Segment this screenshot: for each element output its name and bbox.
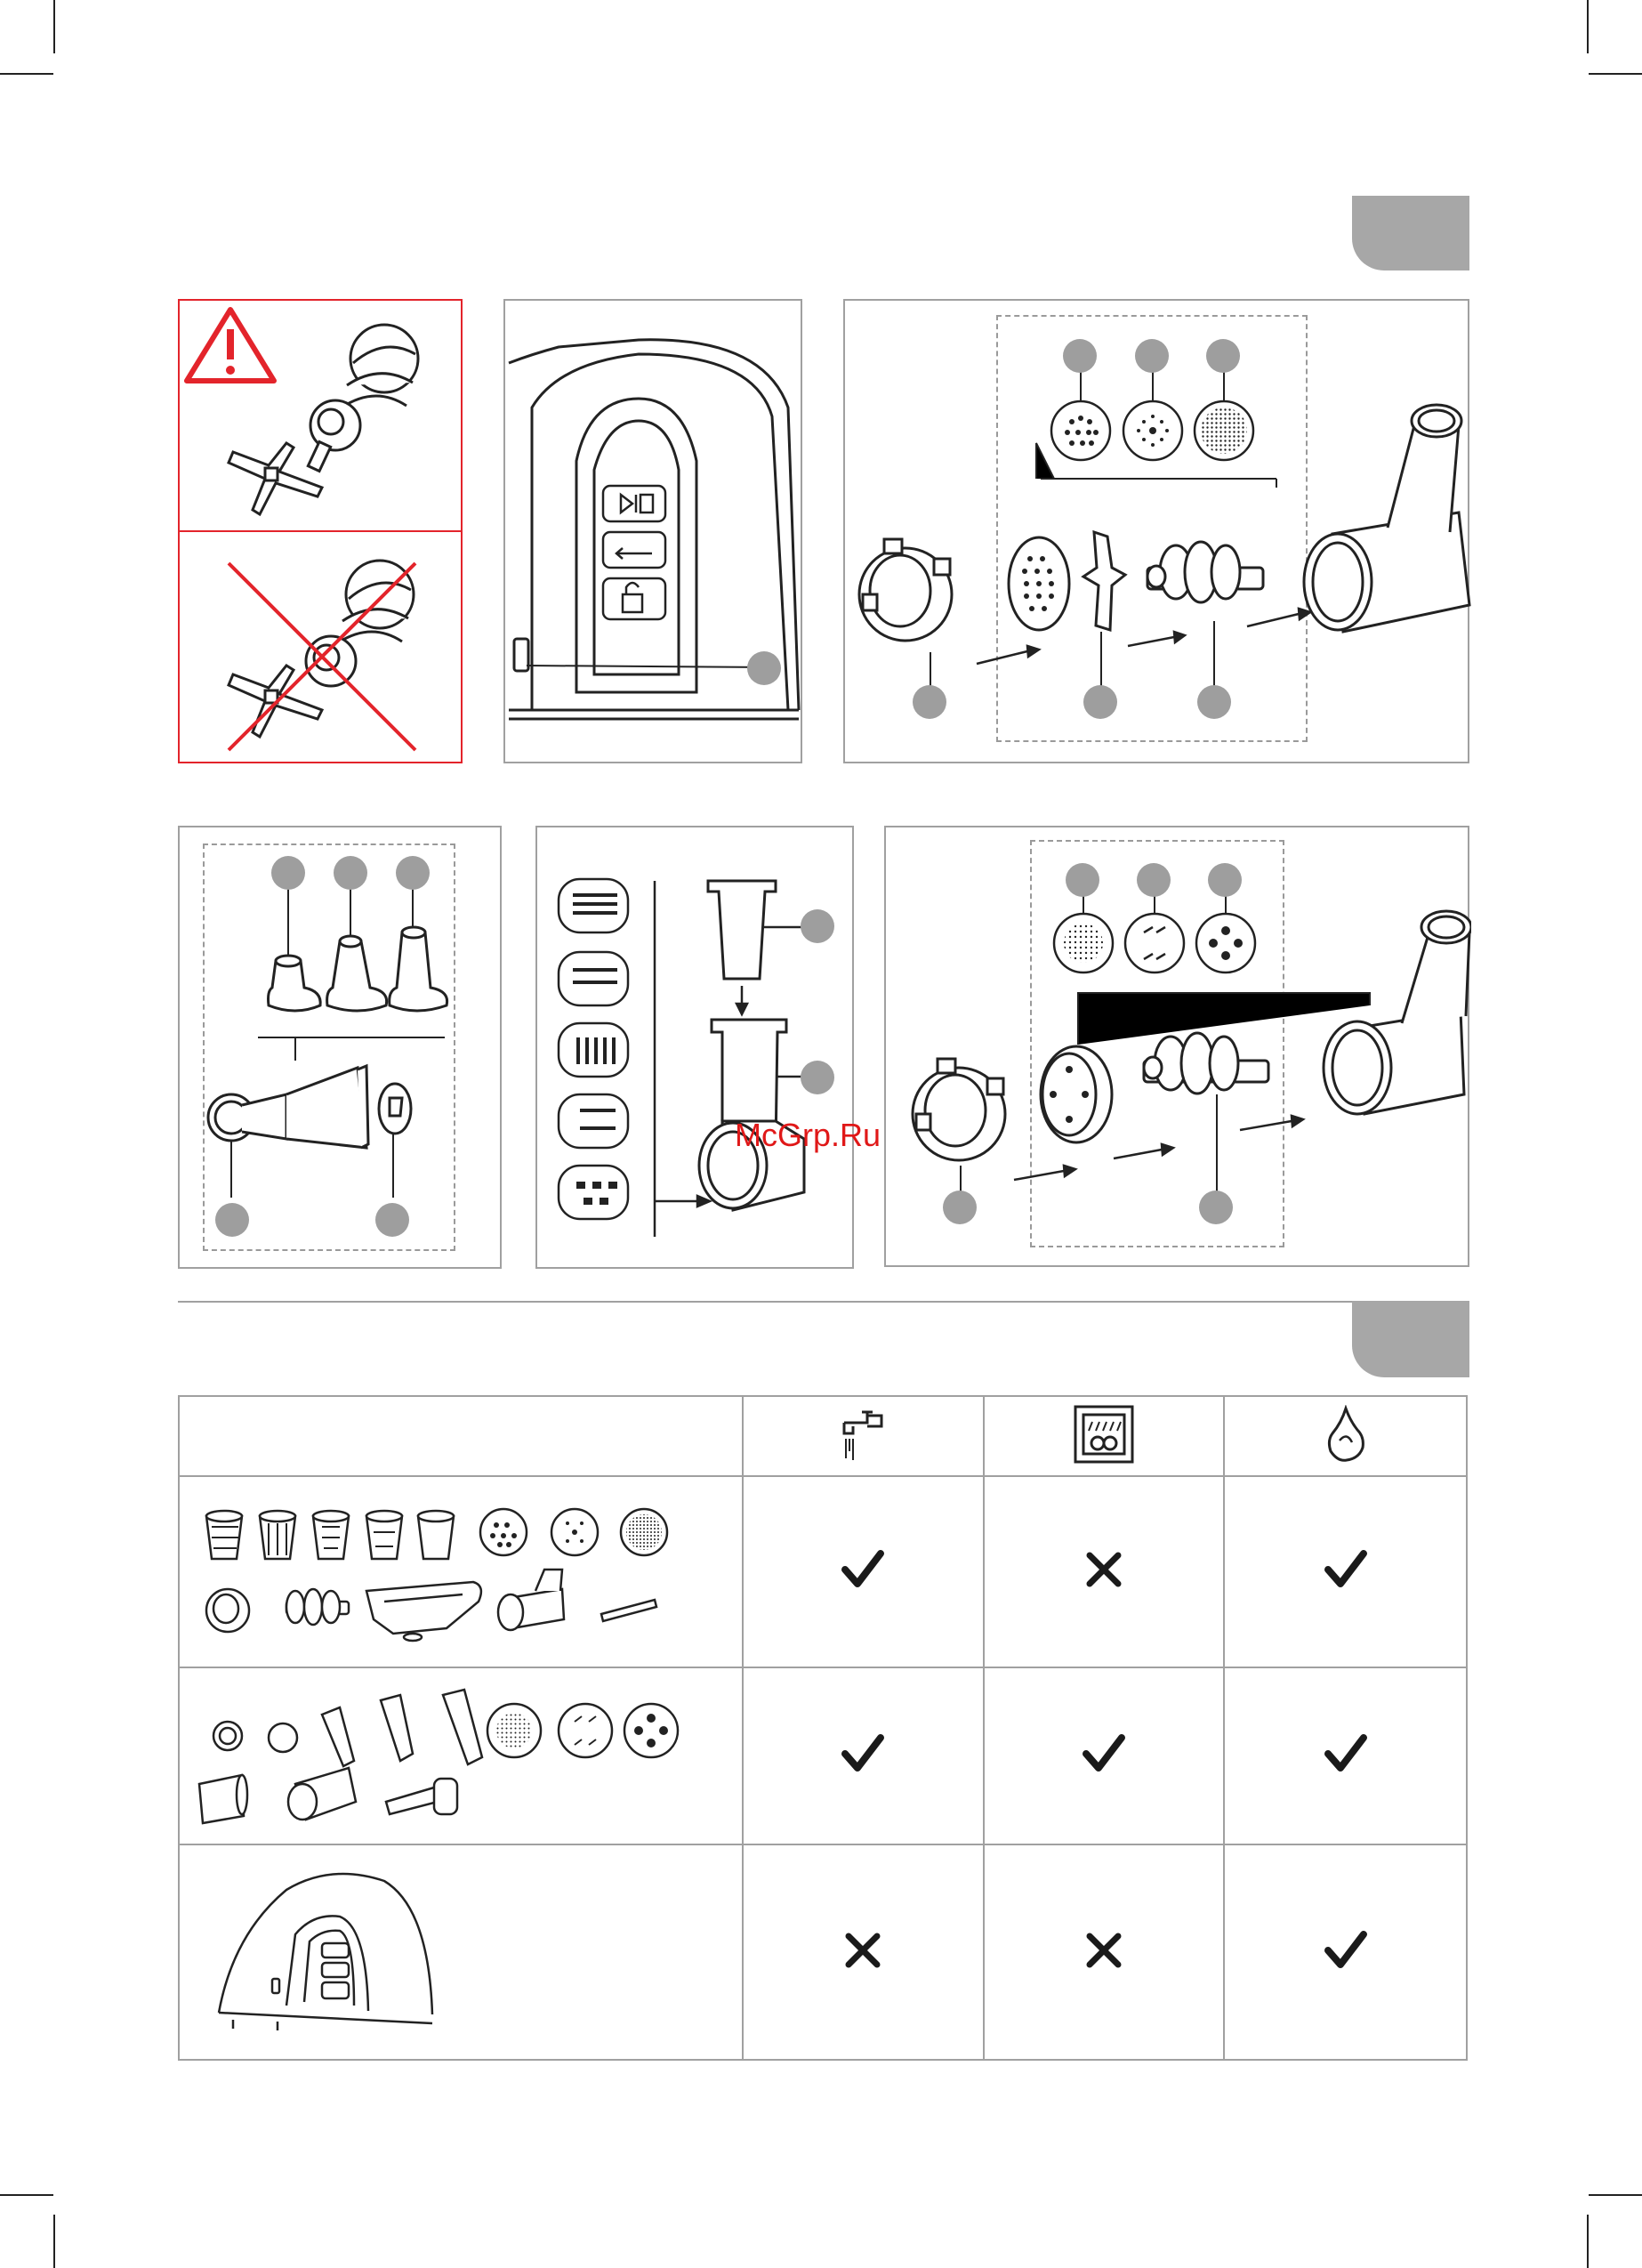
play-pause-icon bbox=[603, 486, 665, 521]
callout-marker bbox=[1083, 685, 1117, 719]
callout-marker bbox=[1206, 339, 1240, 373]
cross-mark-icon bbox=[1081, 1546, 1127, 1593]
metal-accessories-illustration bbox=[180, 1477, 742, 1662]
extruder-assembly-panel bbox=[884, 826, 1469, 1267]
motor-unit-illustration bbox=[180, 1845, 742, 2054]
callout-marker bbox=[1199, 1190, 1233, 1224]
wipe-cloth-icon bbox=[1324, 1405, 1368, 1464]
section-tab bbox=[1352, 196, 1469, 270]
crop-mark bbox=[0, 73, 53, 75]
check-mark-icon bbox=[840, 1546, 886, 1593]
table-header-cell bbox=[743, 1396, 984, 1476]
section-tab bbox=[1352, 1301, 1469, 1377]
table-row bbox=[179, 1476, 1467, 1667]
plastic-accessories-cell bbox=[179, 1667, 743, 1844]
callout-marker bbox=[1197, 685, 1231, 719]
check-mark-icon bbox=[1323, 1927, 1369, 1978]
slicer-drum-icon bbox=[559, 879, 628, 1219]
metal-accessories-cell bbox=[179, 1476, 743, 1667]
check-mark-icon bbox=[840, 1546, 886, 1597]
crop-mark bbox=[1587, 0, 1589, 53]
table-header-cell bbox=[179, 1396, 743, 1476]
care-mark-cell bbox=[984, 1667, 1225, 1844]
unlock-icon bbox=[603, 578, 665, 619]
callout-marker bbox=[943, 1190, 977, 1224]
prohibited-cross-icon bbox=[229, 563, 415, 750]
plastic-accessories-illustration bbox=[180, 1668, 742, 1839]
check-mark-icon bbox=[1323, 1927, 1369, 1973]
care-mark-cell bbox=[1224, 1844, 1467, 2060]
correct-assembly-illustration bbox=[180, 301, 464, 534]
crop-mark bbox=[0, 2194, 53, 2196]
callout-marker bbox=[1208, 863, 1242, 897]
motor-unit-cell bbox=[179, 1844, 743, 2060]
crop-mark bbox=[53, 0, 55, 53]
callout-marker bbox=[375, 1203, 409, 1237]
care-mark-cell bbox=[1224, 1667, 1467, 1844]
check-mark-icon bbox=[1323, 1546, 1369, 1593]
check-mark-icon bbox=[1081, 1731, 1127, 1781]
care-mark-cell bbox=[743, 1667, 984, 1844]
crop-mark bbox=[1589, 2194, 1642, 2196]
table-header-row bbox=[179, 1396, 1467, 1476]
warning-triangle-icon bbox=[187, 310, 274, 381]
dishwasher-icon bbox=[1073, 1404, 1135, 1465]
table-row bbox=[179, 1844, 1467, 2060]
care-mark-cell bbox=[984, 1476, 1225, 1667]
check-mark-icon bbox=[840, 1731, 886, 1781]
watermark-text: McGrp.Ru bbox=[735, 1117, 881, 1153]
check-mark-icon bbox=[1323, 1546, 1369, 1597]
sausage-attachment-panel bbox=[178, 826, 502, 1269]
check-mark-icon bbox=[1323, 1731, 1369, 1777]
incorrect-assembly-illustration bbox=[180, 532, 464, 765]
cross-mark-icon bbox=[840, 1927, 886, 1978]
callout-marker bbox=[801, 909, 834, 943]
callout-marker bbox=[1063, 339, 1097, 373]
callout-marker bbox=[271, 856, 305, 890]
callout-marker bbox=[215, 1203, 249, 1237]
mincer-assembly-panel bbox=[843, 299, 1469, 763]
cross-mark-icon bbox=[840, 1927, 886, 1973]
slicer-attachment-panel bbox=[535, 826, 854, 1269]
care-mark-cell bbox=[1224, 1476, 1467, 1667]
care-mark-cell bbox=[743, 1844, 984, 2060]
check-mark-icon bbox=[1323, 1731, 1369, 1781]
callout-marker bbox=[913, 685, 946, 719]
callout-marker bbox=[1066, 863, 1099, 897]
slicer-attachment-illustration bbox=[537, 827, 856, 1271]
callout-marker bbox=[396, 856, 430, 890]
table-header-cell bbox=[984, 1396, 1225, 1476]
care-mark-cell bbox=[984, 1844, 1225, 2060]
crop-mark bbox=[53, 2215, 55, 2268]
callout-marker bbox=[1137, 863, 1171, 897]
callout-marker bbox=[334, 856, 367, 890]
warning-panel-correct bbox=[178, 299, 463, 532]
care-mark-cell bbox=[743, 1476, 984, 1667]
check-mark-icon bbox=[1081, 1731, 1127, 1777]
warning-panel-incorrect bbox=[178, 530, 463, 763]
cross-mark-icon bbox=[1081, 1546, 1127, 1597]
motor-unit-panel bbox=[503, 299, 802, 763]
reverse-icon bbox=[603, 532, 665, 568]
crop-mark bbox=[1589, 73, 1642, 75]
cross-mark-icon bbox=[1081, 1927, 1127, 1978]
callout-marker bbox=[1135, 339, 1169, 373]
table-header-cell bbox=[1224, 1396, 1467, 1476]
check-mark-icon bbox=[840, 1731, 886, 1777]
cross-blade-icon bbox=[229, 443, 322, 514]
callout-marker bbox=[801, 1061, 834, 1094]
cleaning-table bbox=[178, 1395, 1468, 2061]
callout-marker bbox=[747, 651, 781, 685]
section-divider bbox=[178, 1301, 1352, 1303]
tap-water-icon bbox=[841, 1407, 885, 1462]
table-row bbox=[179, 1667, 1467, 1844]
motor-unit-illustration bbox=[505, 301, 804, 765]
crop-mark bbox=[1587, 2215, 1589, 2268]
cross-mark-icon bbox=[1081, 1927, 1127, 1973]
